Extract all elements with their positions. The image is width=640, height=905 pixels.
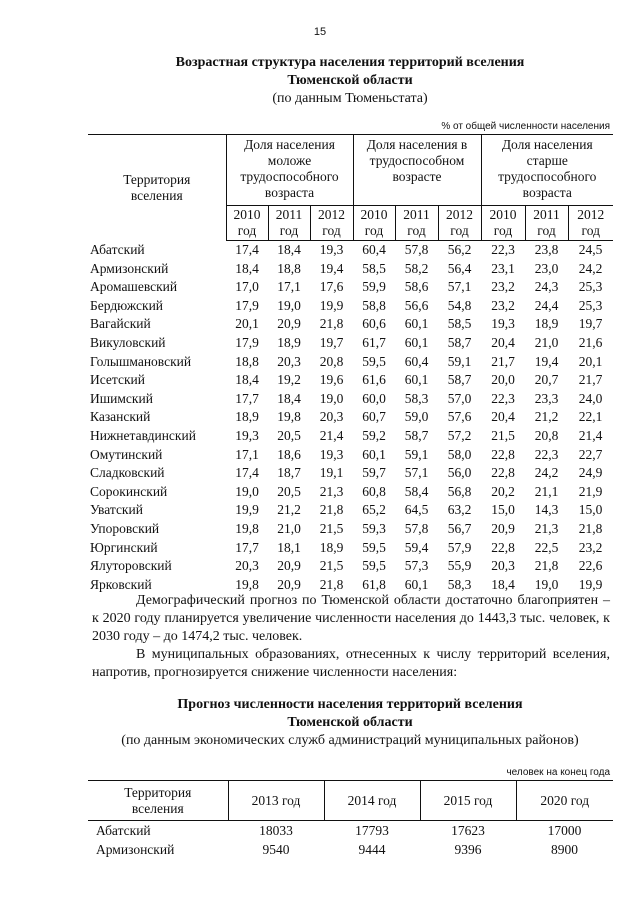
value-cell: 59,1 xyxy=(447,353,472,369)
territory-name: Юргинский xyxy=(90,539,158,555)
value-cell: 59,5 xyxy=(362,353,386,369)
value-cell: 21,5 xyxy=(319,558,344,574)
value-cell: 18,4 xyxy=(235,372,259,388)
value-cell: 56,0 xyxy=(447,465,472,481)
value-cell: 24,0 xyxy=(578,390,603,406)
value-cell: 19,4 xyxy=(534,353,559,369)
value-cell: 20,2 xyxy=(491,483,515,499)
forecast-year-header: 2013 год xyxy=(228,781,324,821)
table-row xyxy=(88,464,613,483)
forecast-subtitle: (по данным экономических служб администраций муниципальных районов) xyxy=(121,733,579,748)
value-cell: 18033 xyxy=(259,823,293,838)
value-cell: 19,9 xyxy=(578,576,603,592)
value-cell: 23,2 xyxy=(491,279,515,295)
value-cell: 17,7 xyxy=(235,539,259,555)
value-cell: 20,9 xyxy=(277,576,301,592)
value-cell: 18,9 xyxy=(319,539,344,555)
territory-name: Абатский xyxy=(90,241,145,257)
value-cell: 15,0 xyxy=(491,502,515,518)
value-cell: 60,1 xyxy=(362,446,386,462)
forecast-title-line-1: Прогноз численности населения территорий вселения xyxy=(177,697,523,712)
value-cell: 9444 xyxy=(358,842,386,857)
value-cell: 59,2 xyxy=(362,427,386,443)
value-cell: 59,0 xyxy=(404,409,429,425)
group-header-young: Доля населения моложе трудоспособного возраста xyxy=(226,135,353,206)
value-cell: 8900 xyxy=(551,842,578,857)
value-cell: 58,7 xyxy=(447,334,472,350)
value-cell: 9396 xyxy=(454,842,482,857)
territory-name: Сорокинский xyxy=(90,483,168,499)
value-cell: 24,5 xyxy=(578,242,603,257)
value-cell: 21,0 xyxy=(277,520,301,536)
value-cell: 19,8 xyxy=(277,409,301,425)
value-cell: 60,8 xyxy=(362,483,386,499)
value-cell: 17623 xyxy=(451,823,485,838)
table-row xyxy=(88,390,613,409)
territory-name: Упоровский xyxy=(90,520,160,536)
value-cell: 23,8 xyxy=(534,242,559,257)
forecast-table xyxy=(88,780,613,859)
value-cell: 19,9 xyxy=(319,297,344,313)
value-cell: 58,0 xyxy=(447,446,472,462)
value-cell: 19,0 xyxy=(235,483,259,499)
value-cell: 20,9 xyxy=(277,558,301,574)
value-cell: 22,7 xyxy=(578,446,603,462)
value-cell: 18,7 xyxy=(277,465,301,481)
table-row xyxy=(88,278,613,297)
table-row xyxy=(88,353,613,372)
year-header: 2010 год xyxy=(226,206,268,241)
forecast-title xyxy=(90,696,610,750)
value-cell: 20,7 xyxy=(534,372,559,388)
value-cell: 20,9 xyxy=(277,316,301,332)
value-cell: 17,4 xyxy=(235,242,259,257)
value-cell: 18,8 xyxy=(277,260,301,276)
title-line-1: Возрастная структура населения территорий вселения xyxy=(175,55,525,70)
forecast-year-header: 2020 год xyxy=(516,781,613,821)
value-cell: 60,7 xyxy=(362,409,386,425)
value-cell: 56,2 xyxy=(447,242,472,257)
value-cell: 19,3 xyxy=(319,242,344,257)
territory-name: Ишимский xyxy=(90,390,153,406)
value-cell: 60,1 xyxy=(404,372,429,388)
paragraph-2: В муниципальных образованиях, отнесенных к числу территорий вселения, напротив, прогнозируется снижение численности населения: xyxy=(92,647,610,680)
value-cell: 21,0 xyxy=(534,334,559,350)
value-cell: 20,5 xyxy=(277,483,301,499)
value-cell: 19,0 xyxy=(277,297,301,313)
value-cell: 18,6 xyxy=(277,446,301,462)
value-cell: 57,1 xyxy=(447,279,472,295)
value-cell: 19,3 xyxy=(491,316,515,332)
value-cell: 58,7 xyxy=(447,372,472,388)
age-structure-title xyxy=(90,54,610,108)
territory-name: Исетский xyxy=(90,372,145,388)
value-cell: 24,2 xyxy=(578,260,603,276)
value-cell: 21,8 xyxy=(319,576,344,592)
value-cell: 58,8 xyxy=(362,297,386,313)
territory-name: Сладковский xyxy=(90,465,165,481)
territory-name: Армизонский xyxy=(96,842,175,857)
table-row xyxy=(88,446,613,465)
table-row xyxy=(88,315,613,334)
value-cell: 59,9 xyxy=(362,279,386,295)
value-cell: 24,9 xyxy=(578,465,603,481)
value-cell: 22,1 xyxy=(578,409,603,425)
value-cell: 57,2 xyxy=(447,427,472,443)
year-header: 2012 год xyxy=(310,206,353,241)
value-cell: 19,2 xyxy=(277,372,301,388)
value-cell: 20,3 xyxy=(319,409,344,425)
territory-name: Ярковский xyxy=(90,576,152,592)
value-cell: 17,9 xyxy=(235,334,259,350)
value-cell: 65,2 xyxy=(362,502,386,518)
year-header: 2011 год xyxy=(268,206,310,241)
value-cell: 19,0 xyxy=(534,576,559,592)
value-cell: 22,3 xyxy=(534,446,559,462)
value-cell: 21,5 xyxy=(319,520,344,536)
title-line-2: Тюменской области xyxy=(287,73,413,88)
value-cell: 20,3 xyxy=(277,353,301,369)
value-cell: 21,3 xyxy=(534,520,559,536)
value-cell: 56,8 xyxy=(447,483,472,499)
value-cell: 20,5 xyxy=(277,427,301,443)
value-cell: 17,6 xyxy=(319,279,344,295)
table-row xyxy=(88,427,613,446)
value-cell: 23,2 xyxy=(491,297,515,313)
territory-name: Аромашевский xyxy=(90,279,178,295)
value-cell: 63,2 xyxy=(447,502,472,518)
forecast-year-header: 2015 год xyxy=(420,781,516,821)
value-cell: 19,0 xyxy=(319,390,344,406)
value-cell: 21,9 xyxy=(578,483,603,499)
value-cell: 20,0 xyxy=(491,372,515,388)
value-cell: 57,9 xyxy=(447,539,472,555)
value-cell: 21,2 xyxy=(277,502,301,518)
value-cell: 19,4 xyxy=(319,260,344,276)
value-cell: 19,7 xyxy=(578,316,603,332)
value-cell: 19,3 xyxy=(235,427,259,443)
value-cell: 60,0 xyxy=(362,390,386,406)
value-cell: 56,4 xyxy=(447,260,472,276)
value-cell: 58,2 xyxy=(404,260,429,276)
units-label: % от общей численности населения xyxy=(441,121,610,132)
value-cell: 58,7 xyxy=(404,427,429,443)
table-row xyxy=(88,840,613,859)
group-header-working: Доля населения в трудоспособном возрасте xyxy=(353,135,481,206)
age-structure-table xyxy=(88,134,613,594)
value-cell: 59,4 xyxy=(404,539,429,555)
territory-name: Голышмановский xyxy=(90,353,192,369)
value-cell: 25,3 xyxy=(578,297,603,313)
value-cell: 58,3 xyxy=(404,390,429,406)
value-cell: 23,3 xyxy=(534,390,559,406)
page-number: 15 xyxy=(313,26,327,38)
value-cell: 22,5 xyxy=(534,539,559,555)
territory-name: Нижнетавдинский xyxy=(90,427,196,443)
value-cell: 60,1 xyxy=(404,576,429,592)
value-cell: 61,8 xyxy=(362,576,386,592)
value-cell: 18,4 xyxy=(277,390,301,406)
value-cell: 20,1 xyxy=(235,316,259,332)
value-cell: 21,6 xyxy=(578,334,603,350)
value-cell: 22,6 xyxy=(578,558,603,574)
table-row xyxy=(88,297,613,316)
value-cell: 59,3 xyxy=(362,520,386,536)
value-cell: 22,3 xyxy=(491,242,515,257)
table-row xyxy=(88,539,613,558)
value-cell: 17000 xyxy=(547,823,582,838)
forecast-title-line-2: Тюменской области xyxy=(287,715,413,730)
value-cell: 20,4 xyxy=(491,334,515,350)
value-cell: 21,4 xyxy=(319,427,344,443)
value-cell: 20,1 xyxy=(578,353,603,369)
territory-name: Ялуторовский xyxy=(90,558,172,574)
value-cell: 17,1 xyxy=(277,279,301,295)
territory-name: Армизонский xyxy=(90,260,169,276)
value-cell: 57,8 xyxy=(404,520,429,536)
forecast-territory-header: Территория вселения xyxy=(88,781,228,821)
value-cell: 58,5 xyxy=(447,316,472,332)
value-cell: 58,6 xyxy=(404,279,429,295)
value-cell: 58,5 xyxy=(362,260,386,276)
value-cell: 61,6 xyxy=(362,372,386,388)
value-cell: 23,1 xyxy=(491,260,515,276)
table-row xyxy=(88,408,613,427)
value-cell: 17,9 xyxy=(235,297,259,313)
value-cell: 21,7 xyxy=(491,353,515,369)
table-row xyxy=(88,483,613,502)
value-cell: 19,3 xyxy=(319,446,344,462)
value-cell: 19,6 xyxy=(319,372,344,388)
value-cell: 21,4 xyxy=(578,427,603,443)
value-cell: 60,4 xyxy=(404,353,429,369)
value-cell: 24,3 xyxy=(534,279,559,295)
table-row xyxy=(88,371,613,390)
value-cell: 22,8 xyxy=(491,446,515,462)
value-cell: 9540 xyxy=(262,842,290,857)
value-cell: 18,9 xyxy=(277,334,301,350)
value-cell: 18,4 xyxy=(277,242,301,257)
forecast-text xyxy=(92,592,610,682)
value-cell: 59,1 xyxy=(404,446,429,462)
value-cell: 21,2 xyxy=(534,409,559,425)
value-cell: 18,9 xyxy=(235,409,259,425)
value-cell: 24,4 xyxy=(534,297,559,313)
paragraph-1: Демографический прогноз по Тюменской области достаточно благоприятен – к 2020 году планируется увеличение численности населения до 1443,3 тыс. человек, к 2030 году – до 1474,2 тыс. человек. xyxy=(92,593,610,644)
value-cell: 61,7 xyxy=(362,334,386,350)
value-cell: 59,7 xyxy=(362,465,386,481)
territory-name: Абатский xyxy=(96,823,151,838)
value-cell: 60,6 xyxy=(362,316,386,332)
year-header: 2011 год xyxy=(395,206,438,241)
territory-name: Бердюжский xyxy=(90,297,164,313)
value-cell: 18,4 xyxy=(235,260,259,276)
value-cell: 19,7 xyxy=(319,334,344,350)
value-cell: 59,5 xyxy=(362,558,386,574)
table-row xyxy=(88,821,613,841)
value-cell: 64,5 xyxy=(404,502,429,518)
value-cell: 60,1 xyxy=(404,334,429,350)
value-cell: 19,9 xyxy=(235,502,259,518)
year-header: 2012 год xyxy=(438,206,481,241)
forecast-units-label: человек на конец года xyxy=(506,767,610,778)
table-row xyxy=(88,520,613,539)
value-cell: 20,8 xyxy=(534,427,559,443)
value-cell: 20,4 xyxy=(491,409,515,425)
value-cell: 60,4 xyxy=(362,242,386,257)
group-header-old: Доля населения старше трудоспособного возраста xyxy=(481,135,613,206)
year-header: 2010 год xyxy=(481,206,525,241)
value-cell: 23,0 xyxy=(534,260,559,276)
value-cell: 59,5 xyxy=(362,539,386,555)
value-cell: 18,1 xyxy=(277,539,301,555)
value-cell: 17793 xyxy=(355,823,389,838)
territory-name: Уватский xyxy=(90,502,143,518)
territory-header: Территория вселения xyxy=(88,135,226,241)
value-cell: 19,8 xyxy=(235,576,259,592)
table-row xyxy=(88,501,613,520)
value-cell: 57,1 xyxy=(404,465,429,481)
value-cell: 14,3 xyxy=(534,502,559,518)
value-cell: 21,7 xyxy=(578,372,603,388)
forecast-year-header: 2014 год xyxy=(324,781,420,821)
value-cell: 25,3 xyxy=(578,279,603,295)
value-cell: 17,1 xyxy=(235,446,259,462)
value-cell: 56,7 xyxy=(447,520,472,536)
value-cell: 20,8 xyxy=(319,353,344,369)
value-cell: 57,8 xyxy=(404,242,429,257)
value-cell: 21,5 xyxy=(491,427,515,443)
value-cell: 21,8 xyxy=(534,558,559,574)
value-cell: 17,0 xyxy=(235,279,259,295)
value-cell: 19,8 xyxy=(235,520,259,536)
value-cell: 17,7 xyxy=(235,390,259,406)
table-row xyxy=(88,557,613,576)
table-row xyxy=(88,260,613,279)
value-cell: 21,8 xyxy=(578,520,603,536)
value-cell: 57,6 xyxy=(447,409,472,425)
value-cell: 18,9 xyxy=(534,316,559,332)
value-cell: 19,1 xyxy=(319,465,344,481)
value-cell: 23,2 xyxy=(578,539,603,555)
value-cell: 56,6 xyxy=(404,297,429,313)
value-cell: 57,0 xyxy=(447,390,472,406)
value-cell: 18,4 xyxy=(491,576,515,592)
territory-name: Казанский xyxy=(90,409,151,425)
value-cell: 20,3 xyxy=(491,558,515,574)
value-cell: 17,4 xyxy=(235,465,259,481)
value-cell: 22,8 xyxy=(491,539,515,555)
territory-name: Вагайский xyxy=(90,316,151,332)
territory-name: Викуловский xyxy=(90,334,166,350)
title-subtitle: (по данным Тюменьстата) xyxy=(272,91,428,106)
value-cell: 21,8 xyxy=(319,502,344,518)
value-cell: 21,1 xyxy=(534,483,559,499)
value-cell: 24,2 xyxy=(534,465,559,481)
year-header: 2010 год xyxy=(353,206,395,241)
table-row xyxy=(88,241,613,260)
value-cell: 57,3 xyxy=(404,558,429,574)
year-header: 2012 год xyxy=(568,206,613,241)
value-cell: 20,9 xyxy=(491,520,515,536)
value-cell: 55,9 xyxy=(447,558,472,574)
value-cell: 22,3 xyxy=(491,390,515,406)
value-cell: 22,8 xyxy=(491,465,515,481)
year-header: 2011 год xyxy=(525,206,568,241)
value-cell: 15,0 xyxy=(578,502,603,518)
territory-name: Омутинский xyxy=(90,446,163,462)
value-cell: 18,8 xyxy=(235,353,259,369)
value-cell: 21,8 xyxy=(319,316,344,332)
value-cell: 21,3 xyxy=(319,483,344,499)
table-row xyxy=(88,334,613,353)
value-cell: 54,8 xyxy=(447,297,472,313)
value-cell: 20,3 xyxy=(235,558,259,574)
value-cell: 58,3 xyxy=(447,576,472,592)
value-cell: 60,1 xyxy=(404,316,429,332)
value-cell: 58,4 xyxy=(404,483,429,499)
